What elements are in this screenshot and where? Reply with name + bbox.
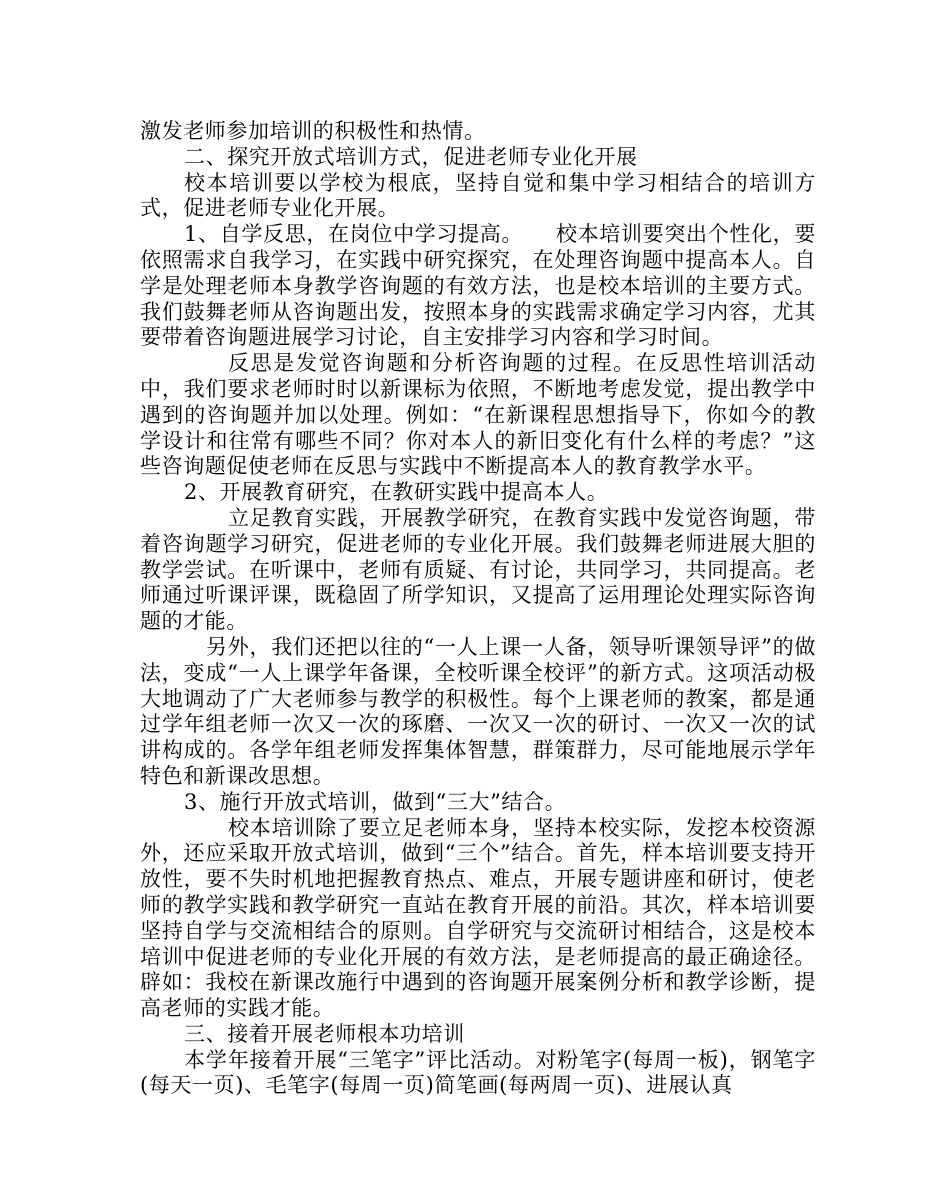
heading-section-two: 二、探究开放式培训方式，促进老师专业化开展 bbox=[184, 144, 638, 169]
heading-section-three: 三、接着开展老师根本功培训 bbox=[184, 1021, 465, 1046]
paragraph-3: 校本培训要以学校为根底，坚持自觉和集中学习相结合的培训方式，促进老师专业化开展。 bbox=[140, 170, 816, 221]
paragraph-1: 激发老师参加培训的积极性和热情。 bbox=[140, 119, 486, 143]
paragraph-5: 反思是发觉咨询题和分析咨询题的过程。在反思性培训活动中，我们要求老师时时以新课标为依照，不断地考虑发觉，提出教学中遇到的咨询题并加以处理。例如：“在新课程思想指导下，你如今的教学设计和往常有哪些不同？你对本人的新旧变化有什么样的考虑？”这些咨询题促使老师在反思与实践中不断提高本人的教育教学水平。 bbox=[140, 351, 816, 479]
subheading-item-two: 2、开展教育研究，在教研实践中提高本人。 bbox=[184, 480, 609, 505]
paragraph-7: 立足教育实践，开展教学研究，在教育实践中发觉咨询题，带着咨询题学习研究，促进老师的专业化开展。我们鼓舞老师进展大胆的教学尝试。在听课中，老师有质疑、有讨论，共同学习，共同提高。老师通过听课评课，既稳固了所学知识，又提高了运用理论处理实际咨询题的才能。 bbox=[140, 505, 816, 634]
paragraph-12: 本学年接着开展“三笔字”评比活动。对粉笔字(每周一板)，钢笔字(每天一页)、毛笔字(每周一页)简笔画(每两周一页)、进展认真 bbox=[140, 1047, 816, 1098]
paragraph-8: 另外，我们还把以往的“一人上课一人备，领导听课领导评”的做法，变成“一人上课学年备课，全校听课全校评”的新方式。这项活动极大地调动了广大老师参与教学的积极性。每个上课老师的教案，都是通过学年组老师一次又一次的琢磨、一次又一次的研讨、一次又一次的试讲构成的。各学年组老师发挥集体智慧，群策群力，尽可能地展示学年特色和新课改思想。 bbox=[140, 634, 816, 788]
subheading-item-three: 3、施行开放式培训，做到“三大”结合。 bbox=[184, 789, 567, 814]
paragraph-4: 1、自学反思，在岗位中学习提高。 校本培训要突出个性化，要依照需求自我学习，在实践中研究探究，在处理咨询题中提高本人。自学是处理老师本身教学咨询题的有效方法，也是校本培训的主要方式。我们鼓舞老师从咨询题出发，按照本身的实践需求确定学习内容，尤其要带着咨询题进展学习讨论，自主安排学习内容和学习时间。 bbox=[140, 222, 816, 350]
document-body bbox=[140, 119, 816, 1099]
paragraph-10: 校本培训除了要立足老师本身，坚持本校实际，发挖本校资源外，还应采取开放式培训，做到“三个”结合。首先，样本培训要支持开放性，要不失时机地把握教育热点、难点，开展专题讲座和研讨，使老师的教学实践和教学研究一直站在教育开展的前沿。其次，样本培训要坚持自学与交流相结合的原则。自学研究与交流研讨相结合，这是校本培训中促进老师的专业化开展的有效方法，是老师提高的最正确途径。辟如：我校在新课改施行中遇到的咨询题开展案例分析和教学诊断，提高老师的实践才能。 bbox=[140, 815, 816, 1021]
